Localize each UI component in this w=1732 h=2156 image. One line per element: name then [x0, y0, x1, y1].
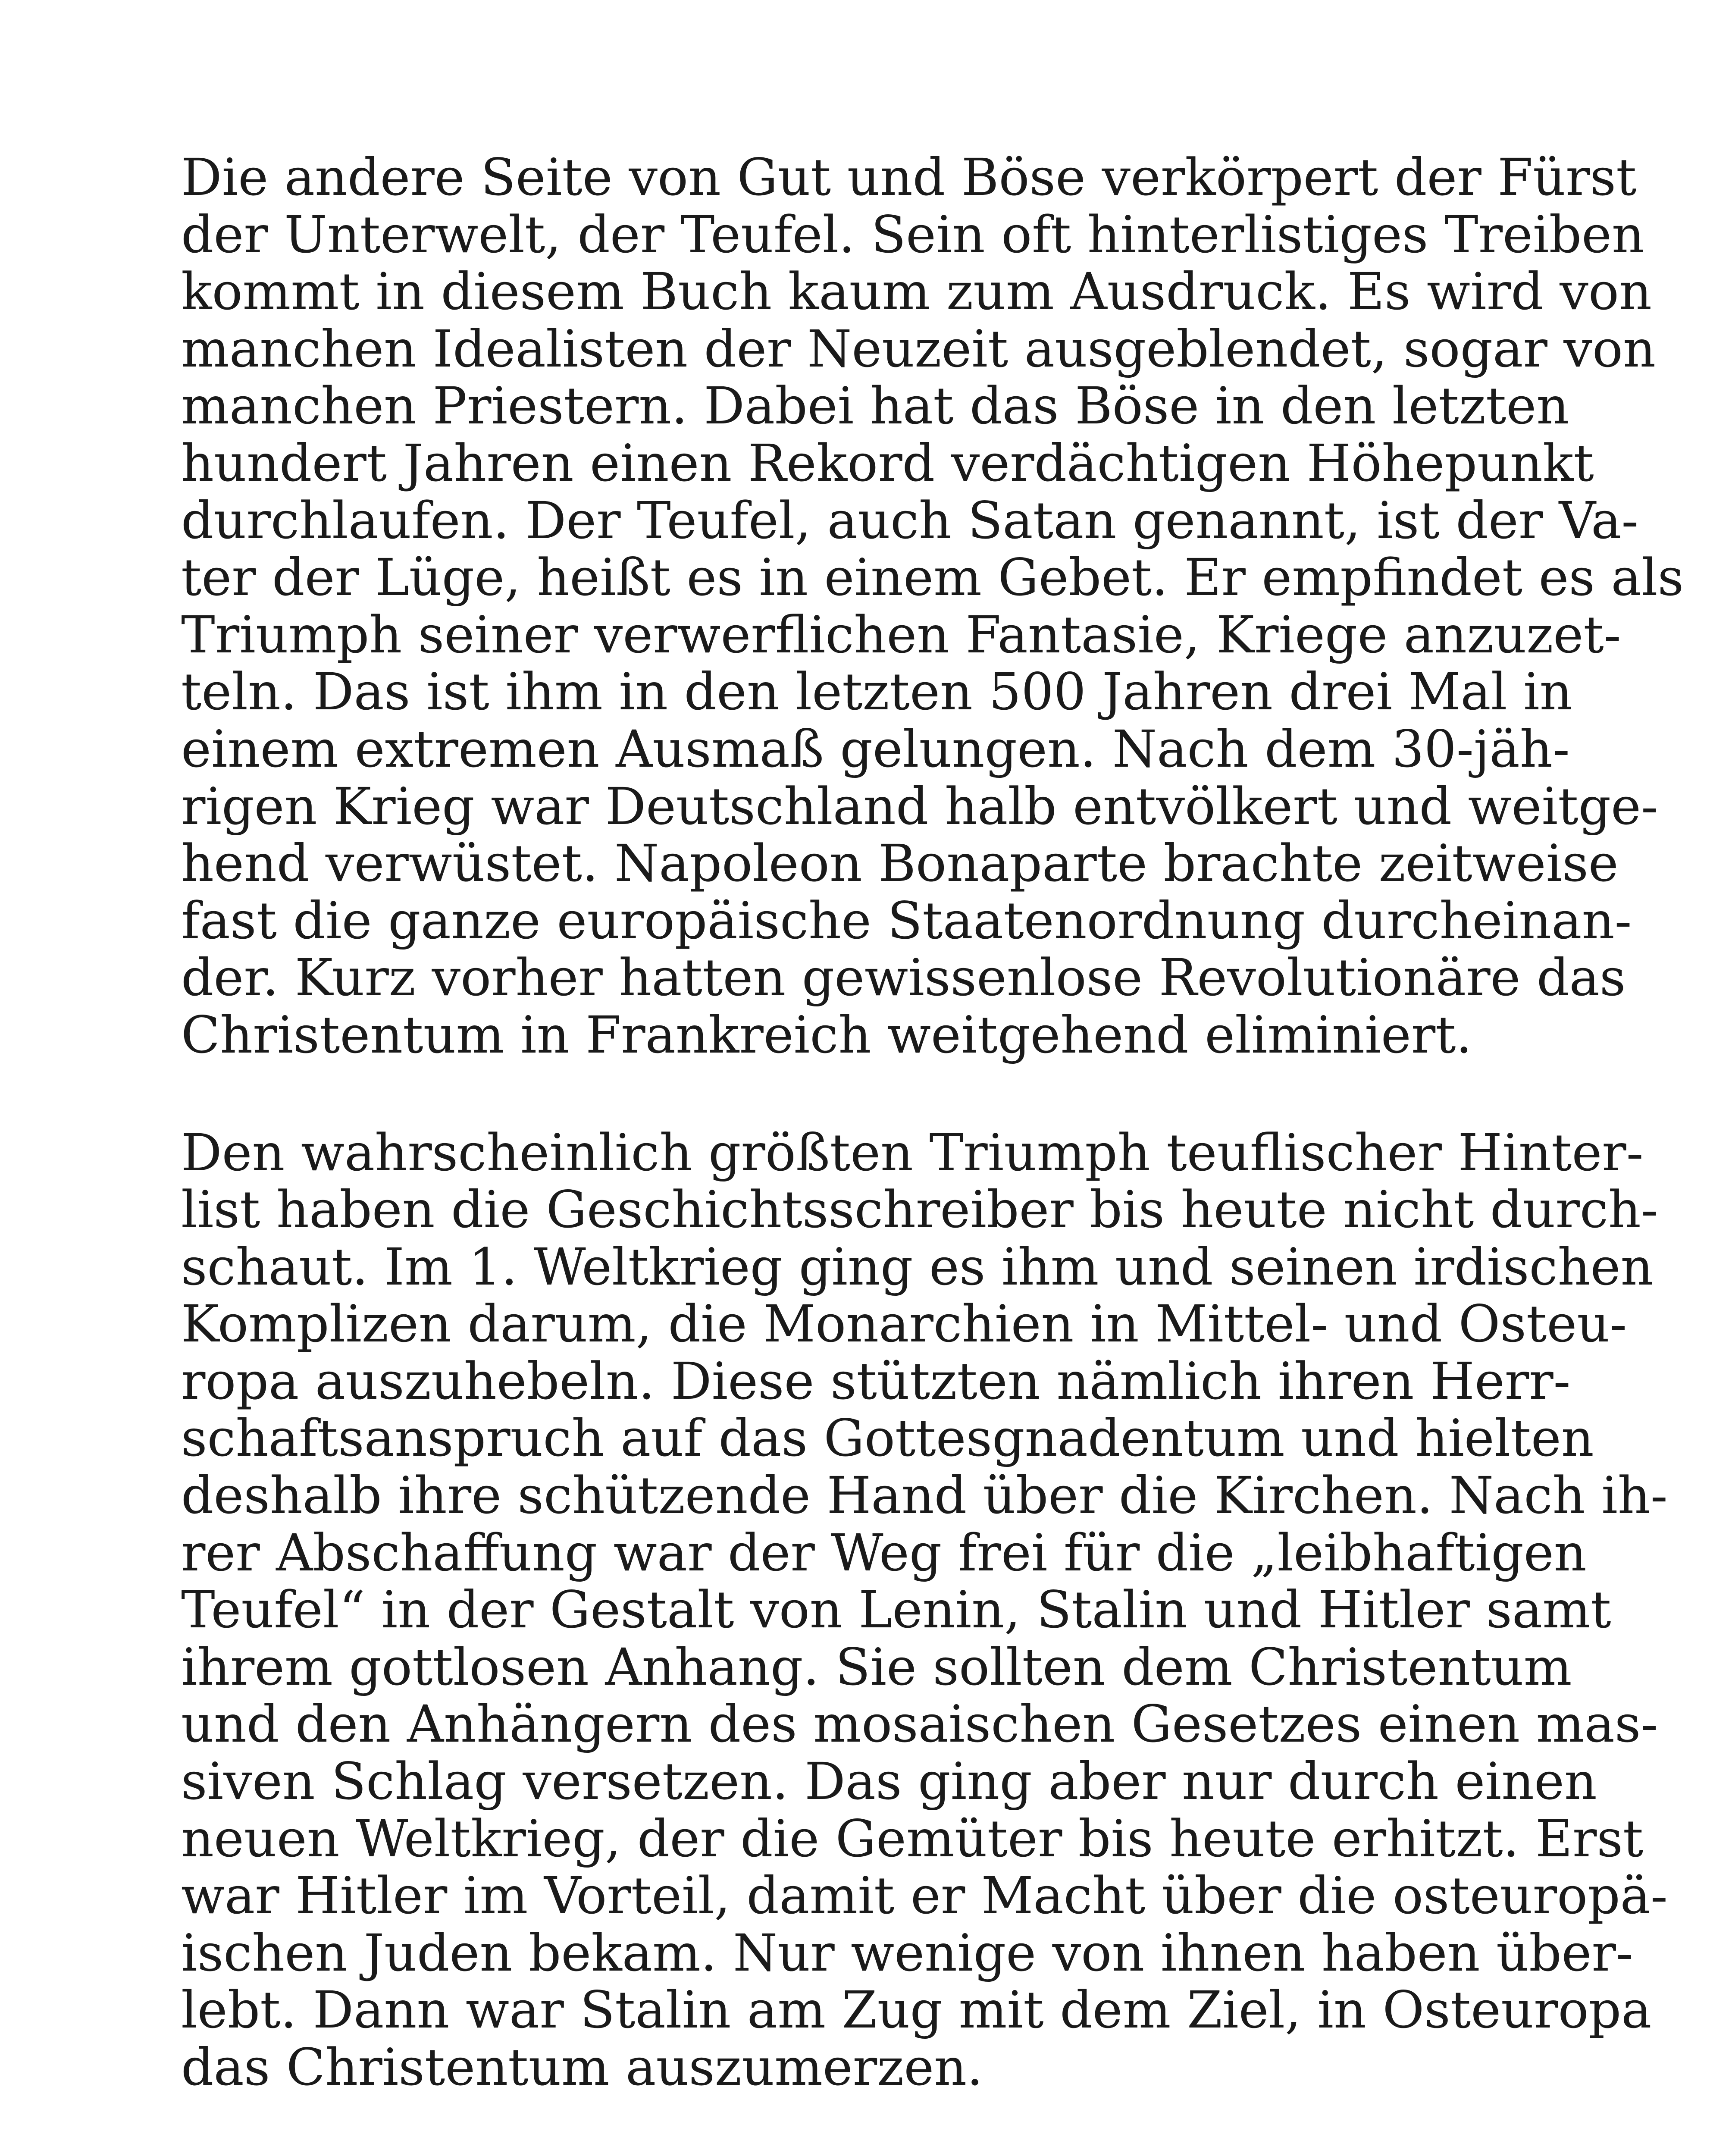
- text-line: lebt. Dann war Stalin am Zug mit dem Ziel, in Osteuropa: [181, 1980, 1652, 2040]
- text-line: list haben die Geschichtsschreiber bis heute nicht durch-: [181, 1180, 1658, 1240]
- text-line: hundert Jahren einen Rekord verdächtigen Höhepunkt: [181, 433, 1594, 493]
- text-line: das Christentum auszumerzen.: [181, 2037, 983, 2097]
- text-line: siven Schlag versetzen. Das ging aber nur durch einen: [181, 1752, 1597, 1811]
- text-line: manchen Idealisten der Neuzeit ausgeblendet, sogar von: [181, 319, 1656, 379]
- body-text: [181, 147, 1684, 2097]
- text-line: rigen Krieg war Deutschland halb entvölkert und weitge-: [181, 776, 1658, 836]
- text-line: der. Kurz vorher hatten gewissenlose Revolutionäre das: [181, 948, 1626, 1008]
- text-line: rer Abschaffung war der Weg frei für die „leibhaftigen: [181, 1523, 1587, 1583]
- text-line: ter der Lüge, heißt es in einem Gebet. Er empfindet es als: [181, 548, 1684, 608]
- text-line: kommt in diesem Buch kaum zum Ausdruck. Es wird von: [181, 262, 1652, 322]
- text-line: ihrem gottlosen Anhang. Sie sollten dem Christentum: [181, 1637, 1572, 1697]
- text-line: schaut. Im 1. Weltkrieg ging es ihm und seinen irdischen: [181, 1237, 1654, 1297]
- text-line: und den Anhängern des mosaischen Gesetzes einen mas-: [181, 1694, 1658, 1754]
- text-line: Die andere Seite von Gut und Böse verkörpert der Fürst: [181, 147, 1637, 207]
- paragraph-2: [181, 1122, 1668, 2097]
- text-line: deshalb ihre schützende Hand über die Kirchen. Nach ih-: [181, 1466, 1668, 1526]
- text-line: fast die ganze europäische Staatenordnung durcheinan-: [181, 890, 1632, 950]
- text-line: neuen Weltkrieg, der die Gemüter bis heute erhitzt. Erst: [181, 1808, 1644, 1868]
- text-line: hend verwüstet. Napoleon Bonaparte brachte zeitweise: [181, 834, 1619, 893]
- text-line: Triumph seiner verwerflichen Fantasie, Kriege anzuzet-: [181, 605, 1621, 664]
- text-line: Den wahrscheinlich größten Triumph teuflischer Hinter-: [181, 1122, 1644, 1182]
- text-line: Komplizen darum, die Monarchien in Mittel- und Osteu-: [181, 1294, 1627, 1354]
- text-line: ischen Juden bekam. Nur wenige von ihnen haben über-: [181, 1923, 1633, 1983]
- text-line: teln. Das ist ihm in den letzten 500 Jahren drei Mal in: [181, 662, 1572, 722]
- text-line: war Hitler im Vorteil, damit er Macht über die osteuropä-: [181, 1866, 1668, 1926]
- text-line: ropa auszuhebeln. Diese stützten nämlich ihren Herr-: [181, 1351, 1571, 1411]
- text-line: Christentum in Frankreich weitgehend eliminiert.: [181, 1005, 1472, 1065]
- text-line: schaftsanspruch auf das Gottesgnadentum und hielten: [181, 1408, 1594, 1468]
- text-line: manchen Priestern. Dabei hat das Böse in den letzten: [181, 376, 1569, 436]
- text-line: Teufel“ in der Gestalt von Lenin, Stalin und Hitler samt: [181, 1580, 1611, 1640]
- paragraph-1: [181, 147, 1684, 1065]
- text-line: der Unterwelt, der Teufel. Sein oft hinterlistiges Treiben: [181, 204, 1644, 264]
- text-line: einem extremen Ausmaß gelungen. Nach dem 30-jäh-: [181, 719, 1570, 779]
- text-line: durchlaufen. Der Teufel, auch Satan genannt, ist der Va-: [181, 490, 1639, 550]
